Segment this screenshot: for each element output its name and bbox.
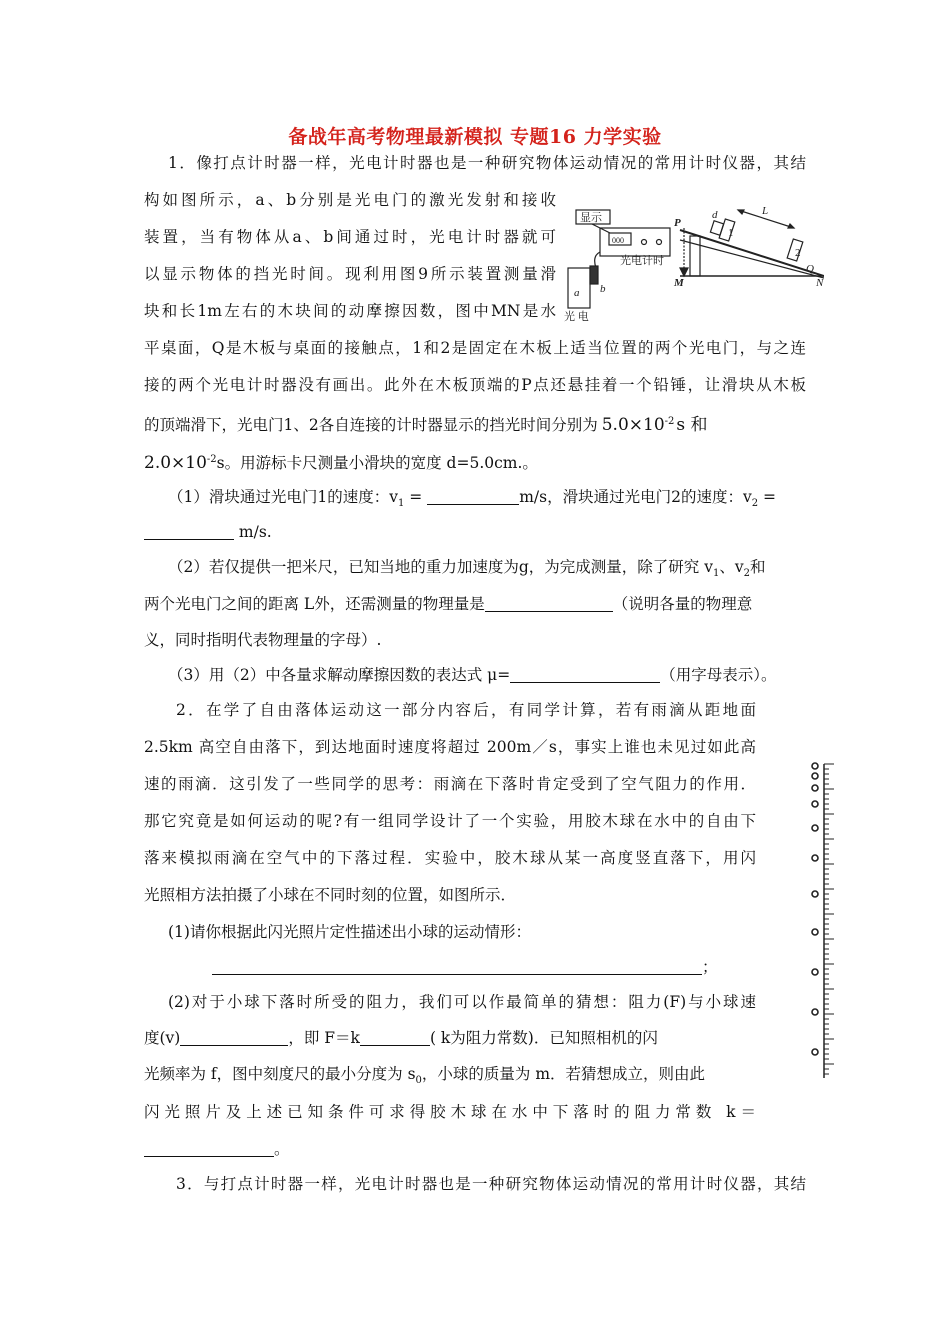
timer-knob-2	[657, 240, 662, 245]
q1-line-1: 1．像打点计时器一样，光电计时器也是一种研究物体运动情况的常用计时仪器，其结	[168, 154, 806, 172]
fig1-gate2-label: 2	[795, 247, 801, 259]
ball-position	[812, 825, 818, 831]
fig1-b-label: b	[600, 283, 606, 295]
q1-time2-value: 2.0×10	[144, 453, 207, 474]
photo-timer-box	[600, 228, 670, 256]
flash-photo-ruler-figure	[796, 760, 842, 1082]
fig1-n-label: N	[816, 277, 824, 289]
fig1-l-label: L	[762, 205, 769, 217]
photogate-apparatus-figure	[562, 196, 824, 326]
ball-position	[812, 969, 818, 975]
ball-position	[812, 773, 818, 779]
ball-position	[812, 763, 818, 769]
q2-line-2: 2.5km 高空自由落下，到达地面时速度将超过 200m／s，事实上谁也未见过如此高	[144, 738, 756, 756]
q2-sub2-line-1: (2)对于小球下落时所受的阻力，我们可以作最简单的猜想：阻力(F)与小球速	[168, 993, 756, 1011]
k-expression-blank[interactable]	[360, 1030, 430, 1046]
q1-line-8-end: s 和	[676, 415, 708, 436]
q2-sub2-text-d: 光频率为 f，图中刻度尺的最小分度为 s	[144, 1065, 416, 1083]
fig1-gate1-label: 1	[728, 227, 734, 239]
fig1-q-label: Q	[806, 263, 814, 275]
v2-answer-blank[interactable]	[144, 524, 234, 540]
support-post	[690, 236, 700, 276]
q1-part1	[168, 487, 776, 514]
q1-line-8	[144, 412, 708, 435]
ball-position	[812, 1049, 818, 1055]
q2-sub1-end: ；	[702, 958, 718, 976]
q2-line-3: 速的雨滴．这引发了一些同学的思考：雨滴在下落时肯定受到了空气阻力的作用．	[144, 775, 756, 793]
q1-line-9-text: s。用游标卡尺测量小滑块的宽度 d=5.0cm.。	[216, 454, 538, 473]
q2-sub2-text-e: ，小球的质量为 m．若猜想成立，则由此	[421, 1065, 706, 1083]
q1-line-4: 以显示物体的挡光时间。现利用图9所示装置测量滑	[144, 265, 556, 283]
q1-line-7: 接的两个光电计时器没有画出。此外在木板顶端的P点还悬挂着一个铅锤，让滑块从木板	[144, 376, 806, 394]
q1-part2	[168, 557, 766, 584]
q1-line-8-text: 的顶端滑下，光电门1、2各自连接的计时器显示的挡光时间分别为	[144, 416, 598, 435]
ball-position	[812, 929, 818, 935]
q1-line-9	[144, 450, 538, 473]
q1-part2-sub2: 2	[743, 568, 750, 580]
ball-position	[812, 1009, 818, 1015]
q1-line-3: 装置，当有物体从a、b间通过时，光电计时器就可	[144, 228, 556, 246]
q3-line-1: 3．与打点计时器一样，光电计时器也是一种研究物体运动情况的常用计时仪器，其结	[176, 1175, 806, 1193]
q2-line-4: 那它究竟是如何运动的呢?有一组同学设计了一个实验，用胶木球在水中的自由下	[144, 812, 756, 830]
fig1-timer-text: 光电计时	[620, 255, 664, 267]
plumb-bob	[680, 268, 688, 276]
ball-position	[812, 891, 818, 897]
q2-sub2-line-2	[144, 1028, 658, 1048]
q1-time1-value: 5.0×10	[601, 415, 665, 436]
fig1-m-label: M	[674, 277, 684, 289]
q1-line-2: 构如图所示，a、b分别是光电门的激光发射和接收	[144, 191, 556, 209]
fig1-a-label: a	[574, 287, 580, 299]
q1-part2-text-e: （说明各量的物理意	[612, 595, 753, 613]
q1-part1-text-d: =	[758, 488, 776, 506]
fig1-screen-text: 000	[612, 236, 624, 245]
q1-part1-sub1: 1	[397, 498, 405, 510]
q2-line-6: 光照相方法拍摄了小球在不同时刻的位置，如图所示．	[144, 886, 517, 904]
q1-part1-text-c: m/s，滑块通过光电门2的速度：v	[519, 488, 752, 506]
fig1-p-label: P	[674, 217, 681, 229]
q1-part1-cont	[144, 522, 272, 542]
resistance-constant-blank[interactable]	[144, 1141, 274, 1157]
fig1-photo-text: 光 电	[564, 311, 589, 323]
q1-part2-text-a: （2）若仅提供一把米尺，已知当地的重力加速度为g，为完成测量，除了研究 v	[168, 558, 713, 576]
slider-block	[710, 221, 723, 236]
timer-knob-1	[642, 240, 647, 245]
fig1-d-label: d	[712, 209, 718, 221]
q2-sub2-text-b: ，即 F＝k	[288, 1029, 360, 1047]
q1-part3	[168, 665, 776, 685]
q1-part3-text-a: （3）用（2）中各量求解动摩擦因数的表达式 μ=	[168, 666, 511, 684]
q1-time1-exp: -2	[664, 416, 675, 427]
q2-sub2-line-3	[144, 1064, 705, 1091]
ball-position	[812, 855, 818, 861]
v1-answer-blank[interactable]	[427, 489, 519, 505]
fig1-display-text: 显示	[580, 212, 602, 224]
page-title: 备战年高考物理最新模拟 专题16 力学实验	[288, 126, 662, 148]
measured-quantity-blank[interactable]	[485, 596, 613, 612]
velocity-relation-blank[interactable]	[180, 1030, 288, 1046]
motion-description-blank[interactable]	[212, 959, 702, 975]
q1-time2-exp: -2	[206, 454, 217, 465]
ball-position	[812, 801, 818, 807]
q2-sub2-sub0: 0	[415, 1075, 422, 1087]
ball-position	[812, 785, 818, 791]
q2-line-5: 落来模拟雨滴在空气中的下落过程．实验中，胶木球从某一高度竖直落下，用闪	[144, 849, 756, 867]
friction-expression-blank[interactable]	[510, 667, 660, 683]
q2-sub1-answer	[212, 957, 718, 977]
q1-line-6: 平桌面，Q是木板与桌面的接触点，1和2是固定在木板上适当位置的两个光电门，与之连	[144, 339, 806, 357]
q1-part2-cont	[144, 594, 752, 614]
q2-sub2-text-c: ( k为阻力常数)．已知照相机的闪	[429, 1029, 658, 1047]
photogate-emitter	[590, 266, 598, 284]
q1-part1-text-e: m/s.	[234, 523, 272, 541]
q2-sub2-text-a: 度(v)	[144, 1029, 181, 1047]
q2-sub2-line-4: 闪光照片及上述已知条件可求得胶木球在水中下落时的阻力常数 k＝	[144, 1103, 756, 1121]
q2-sub1: (1)请你根据此闪光照片定性描述出小球的运动情形：	[168, 923, 531, 941]
q1-part1-sub2: 2	[751, 498, 759, 510]
q1-part2-end: 义，同时指明代表物理量的字母）.	[144, 631, 382, 649]
q1-line-5: 块和长1m左右的木块间的动摩擦因数，图中MN是水	[144, 302, 556, 320]
q2-sub2-line-5	[144, 1139, 290, 1159]
q1-part1-text-b: =	[404, 488, 428, 506]
q1-part3-text-b: （用字母表示）。	[660, 666, 777, 684]
q2-line-1: 2．在学了自由落体运动这一部分内容后，有同学计算，若有雨滴从距地面	[176, 701, 756, 719]
q1-part1-text-a: （1）滑块通过光电门1的速度：v	[168, 488, 398, 506]
q1-part2-text-b: 、v	[719, 558, 744, 576]
q1-part2-sub1: 1	[712, 568, 720, 580]
q1-part2-text-d: 两个光电门之间的距离 L外，还需测量的物理量是	[144, 595, 485, 613]
q2-sub2-end: 。	[274, 1140, 290, 1158]
q1-part2-text-c: 和	[750, 558, 766, 576]
